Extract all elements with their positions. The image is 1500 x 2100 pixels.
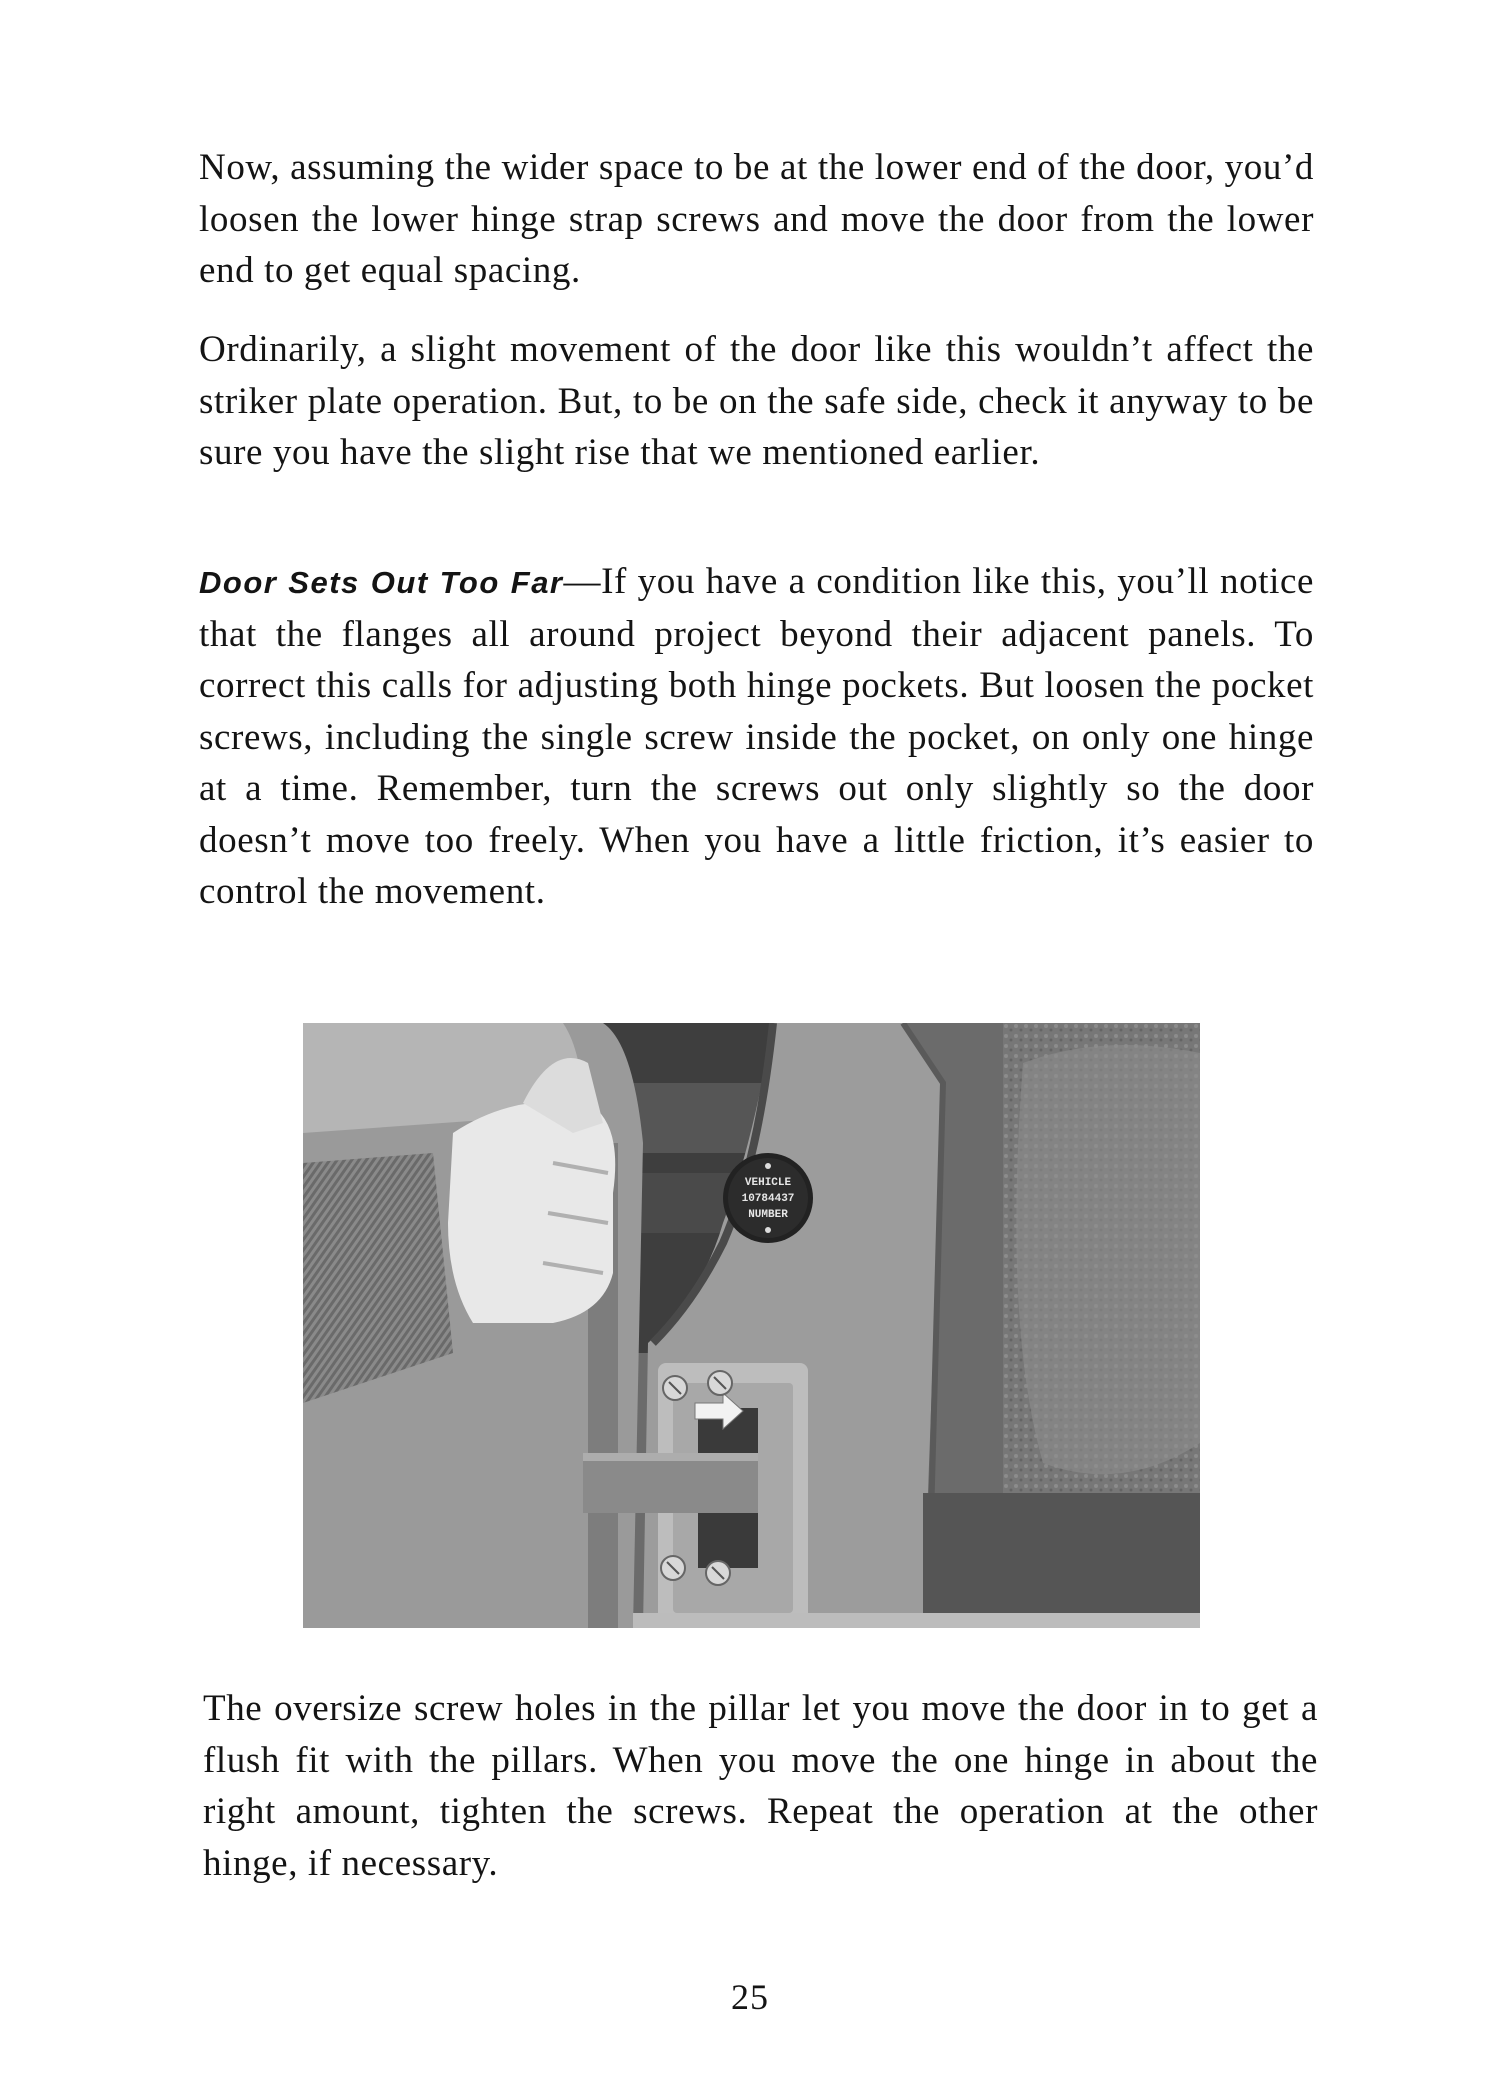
- paragraph-striker-plate: [199, 324, 1314, 479]
- section-heading-door-sets-out: Door Sets Out Too Far: [199, 565, 564, 600]
- paragraph-spacing-text: Now, assuming the wider space to be at the lower end of the door, you’d loosen the lower hinge strap screws and move the door from the lower end to get equal spacing.: [199, 147, 1314, 291]
- plate-line-1: VEHICLE: [744, 1177, 792, 1189]
- hinge-photo: [303, 1023, 1200, 1628]
- paragraph-striker-plate-text: Ordinarily, a slight movement of the door like this wouldn’t affect the striker plate operation. But, to be on the safe side, check it anyway to be sure you have the slight rise that we mentioned earlier.: [199, 329, 1314, 473]
- paragraph-oversize-holes: [203, 1683, 1318, 1889]
- paragraph-door-sets-out-text: —If you have a condition like this, you’ll notice that the flanges all around project beyond their adjacent panels. To correct this calls for adjusting both hinge pockets. But loosen the pocket screws, including the single screw inside the pocket, on only one hinge at a time. Remember, turn the screws out only slightly so the door doesn’t move too freely. When you have a little friction, it’s easier to control the movement.: [199, 561, 1315, 912]
- paragraph-door-sets-out: [199, 556, 1314, 918]
- paragraph-oversize-holes-text: The oversize screw holes in the pillar let you move the door in to get a flush fit with the pillars. When you move the one hinge in about the right amount, tighten the screws. Repeat the operation at the other hinge, if necessary.: [203, 1688, 1318, 1884]
- page-number: 25: [731, 1977, 769, 2017]
- paragraph-spacing: [199, 142, 1314, 297]
- plate-line-2: 10784437: [741, 1193, 795, 1205]
- plate-line-3: NUMBER: [748, 1209, 788, 1221]
